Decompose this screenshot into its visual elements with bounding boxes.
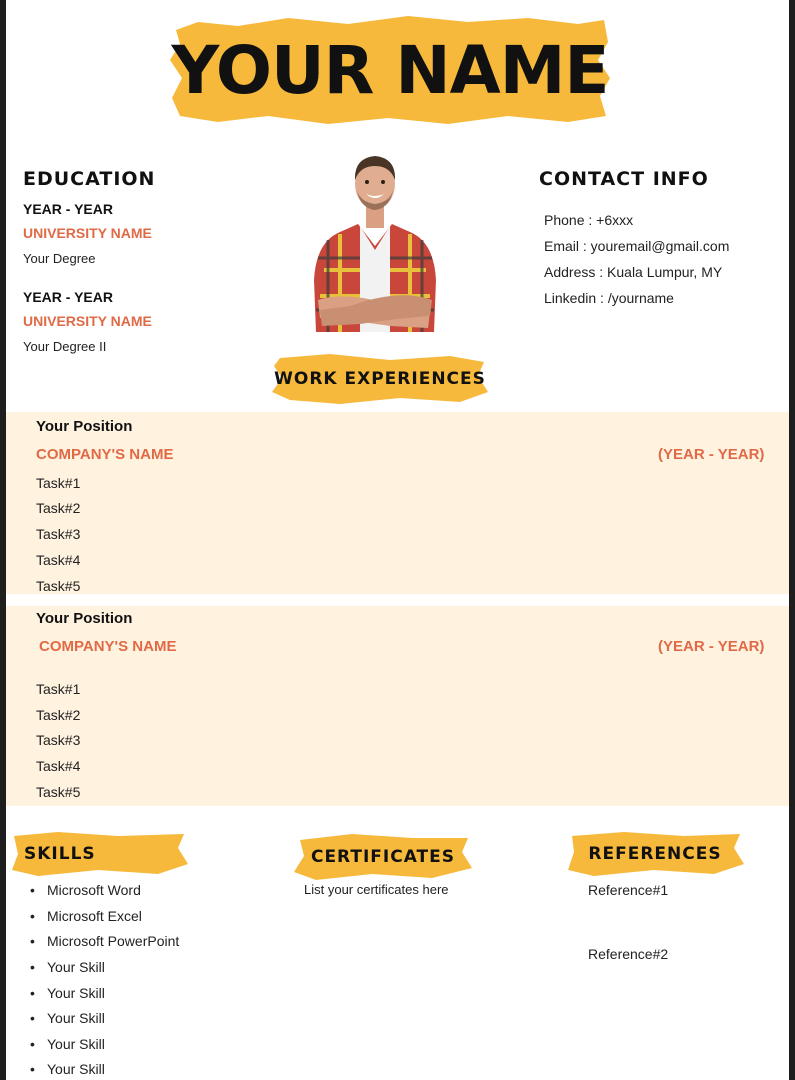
contact-email: Email : youremail@gmail.com xyxy=(544,238,730,254)
job-1-task: Task#5 xyxy=(36,578,81,594)
contact-heading: CONTACT INFO xyxy=(539,168,709,190)
skill-label: Your Skill xyxy=(47,1061,105,1077)
skill-item xyxy=(30,959,105,975)
certificates-banner xyxy=(292,832,474,882)
job-1-task: Task#4 xyxy=(36,552,81,568)
skills-heading: SKILLS xyxy=(24,844,96,864)
certificates-text: List your certificates here xyxy=(304,882,449,897)
skill-item xyxy=(30,908,142,924)
job-2-task: Task#3 xyxy=(36,732,81,748)
skill-item xyxy=(30,985,105,1001)
job-2-task: Task#1 xyxy=(36,681,81,697)
job-panel-1 xyxy=(6,412,789,594)
skill-label: Your Skill xyxy=(47,985,105,1001)
job-company-1: COMPANY'S NAME xyxy=(36,446,174,463)
job-years-2: (YEAR - YEAR) xyxy=(658,638,765,655)
reference-item-2: Reference#2 xyxy=(588,946,669,962)
job-company-2: COMPANY'S NAME xyxy=(39,638,177,655)
job-position-1: Your Position xyxy=(36,418,133,435)
job-2-task: Task#4 xyxy=(36,758,81,774)
bullet-icon: • xyxy=(30,882,35,898)
skill-label: Your Skill xyxy=(47,959,105,975)
bullet-icon: • xyxy=(30,1036,35,1052)
references-heading: REFERENCES xyxy=(588,844,722,864)
job-panel-2 xyxy=(6,606,789,806)
job-years-1: (YEAR - YEAR) xyxy=(658,446,765,463)
skill-label: Microsoft PowerPoint xyxy=(47,933,180,949)
contact-phone: Phone : +6xxx xyxy=(544,212,634,228)
education-heading: EDUCATION xyxy=(23,168,156,190)
skills-banner xyxy=(8,830,190,878)
job-2-task: Task#2 xyxy=(36,707,81,723)
skill-item xyxy=(30,1036,105,1052)
reference-item-1: Reference#1 xyxy=(588,882,669,898)
candidate-name: YOUR NAME xyxy=(171,31,609,109)
bullet-icon: • xyxy=(30,959,35,975)
contact-address: Address : Kuala Lumpur, MY xyxy=(544,264,723,280)
job-2-task: Task#5 xyxy=(36,784,81,800)
work-experiences-banner xyxy=(270,352,490,406)
education-university-2: UNIVERSITY NAME xyxy=(23,313,152,329)
education-degree-2: Your Degree II xyxy=(23,339,107,354)
education-degree-1: Your Degree xyxy=(23,251,96,266)
skill-item xyxy=(30,882,141,898)
skill-label: Microsoft Word xyxy=(47,882,141,898)
skill-label: Your Skill xyxy=(47,1036,105,1052)
name-banner xyxy=(168,12,612,128)
job-1-task: Task#3 xyxy=(36,526,81,542)
bullet-icon: • xyxy=(30,908,35,924)
bullet-icon: • xyxy=(30,933,35,949)
skill-label: Your Skill xyxy=(47,1010,105,1026)
skill-item xyxy=(30,1061,105,1077)
work-experiences-heading: WORK EXPERIENCES xyxy=(274,369,486,389)
education-years-1: YEAR - YEAR xyxy=(23,201,113,217)
job-position-2: Your Position xyxy=(36,610,133,627)
page-border-right xyxy=(789,0,795,1080)
education-university-1: UNIVERSITY NAME xyxy=(23,225,152,241)
certificates-heading: CERTIFICATES xyxy=(310,847,456,867)
job-1-task: Task#2 xyxy=(36,500,81,516)
skill-label: Microsoft Excel xyxy=(47,908,142,924)
bullet-icon: • xyxy=(30,985,35,1001)
education-years-2: YEAR - YEAR xyxy=(23,289,113,305)
contact-linkedin: Linkedin : /yourname xyxy=(544,290,674,306)
job-1-task: Task#1 xyxy=(36,475,81,491)
bullet-icon: • xyxy=(30,1010,35,1026)
profile-photo xyxy=(310,150,440,332)
skill-item xyxy=(30,933,179,949)
bullet-icon: • xyxy=(30,1061,35,1077)
skill-item xyxy=(30,1010,105,1026)
references-banner xyxy=(564,830,746,878)
